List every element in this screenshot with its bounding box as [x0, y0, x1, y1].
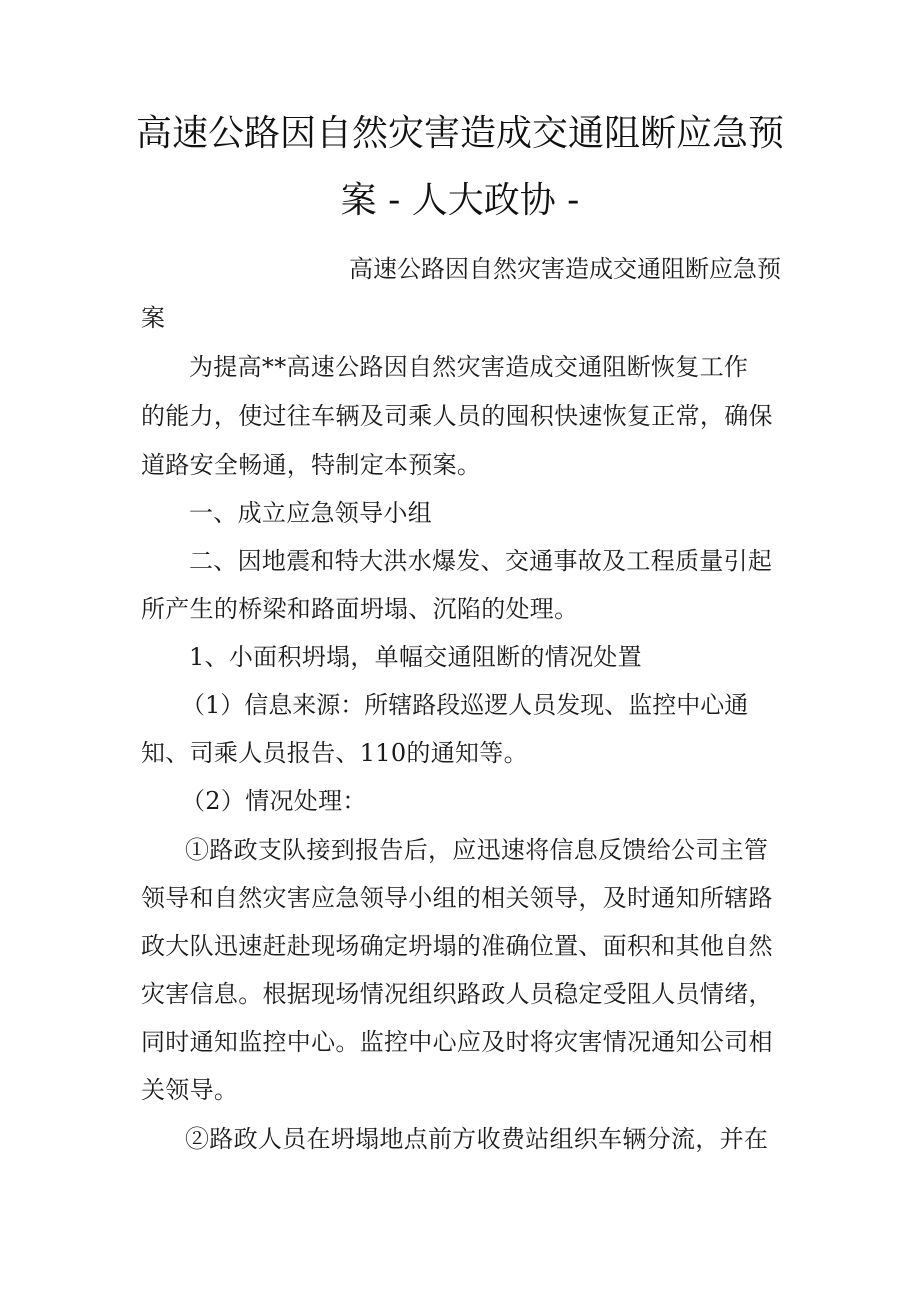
- paragraph-line: 领导和自然灾害应急领导小组的相关领导，及时通知所辖路: [141, 884, 773, 912]
- paragraph-line: 知、司乘人员报告、110的通知等。: [141, 739, 528, 767]
- paragraph-line: 的能力，使过往车辆及司乘人员的囤积快速恢复正常，确保: [141, 402, 773, 430]
- paragraph-line: 关领导。: [141, 1076, 239, 1104]
- paragraph-line: 所产生的桥梁和路面坍塌、沉陷的处理。: [141, 595, 579, 623]
- paragraph-line: 为提高**高速公路因自然灾害造成交通阻断恢复工作: [189, 353, 749, 381]
- paragraph-line: 同时通知监控中心。监控中心应及时将灾害情况通知公司相: [141, 1028, 773, 1056]
- document-title-line-1: 高速公路因自然灾害造成交通阻断应急预: [135, 113, 784, 154]
- paragraph-line: ①路政支队接到报告后，应迅速将信息反馈给公司主管: [185, 836, 769, 864]
- document-title-line-2: 案 - 人大政协 -: [340, 180, 580, 221]
- section-heading: 二、因地震和特大洪水爆发、交通事故及工程质量引起: [189, 547, 773, 575]
- paragraph-line: （1）信息来源：所辖路段巡逻人员发现、监控中心通: [181, 691, 749, 719]
- paragraph-line: 灾害信息。根据现场情况组织路政人员稳定受阻人员情绪，: [141, 980, 773, 1008]
- subtitle-line-1: 高速公路因自然灾害造成交通阻断应急预: [349, 255, 781, 283]
- paragraph-line: 政大队迅速赶赴现场确定坍塌的准确位置、面积和其他自然: [141, 932, 773, 960]
- subsection-heading: 1、小面积坍塌，单幅交通阻断的情况处置: [189, 643, 642, 671]
- section-heading: 一、成立应急领导小组: [189, 499, 432, 527]
- paragraph-line: 道路安全畅通，特制定本预案。: [141, 451, 482, 479]
- paragraph-line: ②路政人员在坍塌地点前方收费站组织车辆分流，并在: [185, 1125, 769, 1153]
- subtitle-line-2: 案: [141, 304, 166, 332]
- subsection-heading: （2）情况处理：: [181, 787, 367, 815]
